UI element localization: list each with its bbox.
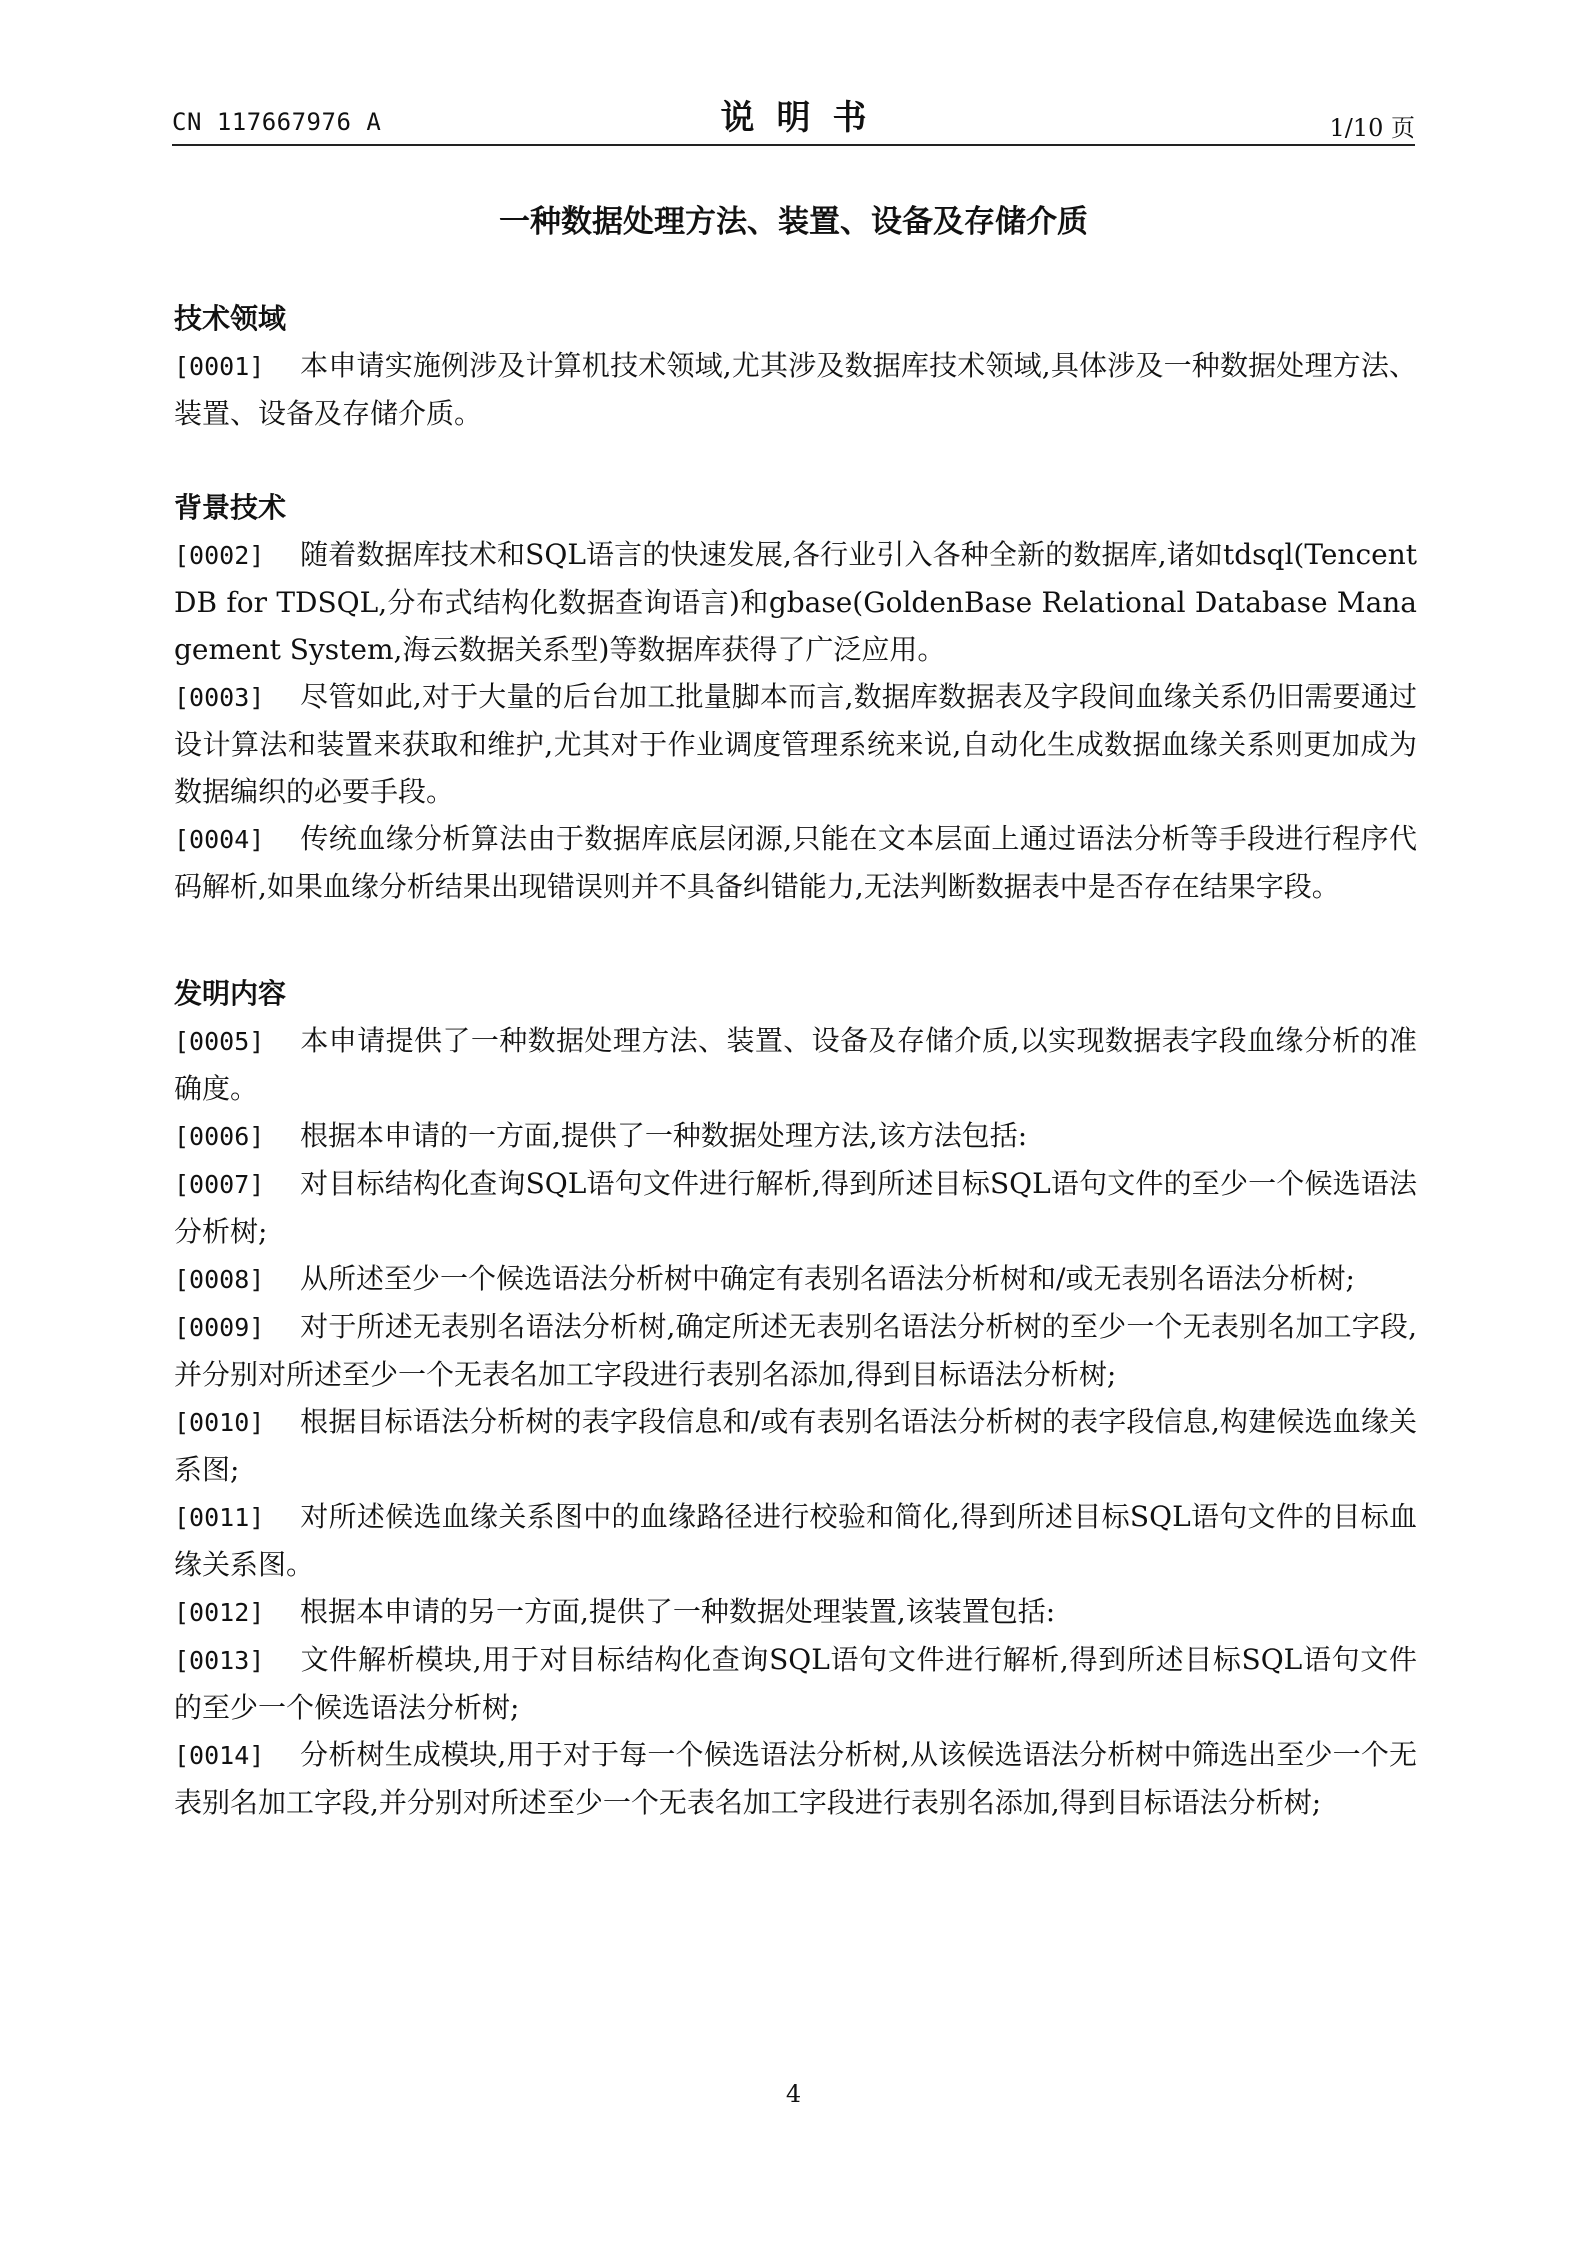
paragraph-number: [0007] (174, 1170, 265, 1199)
paragraph-text: 根据本申请的一方面,提供了一种数据处理方法,该方法包括: (300, 1119, 1028, 1152)
page-number: 4 (785, 2080, 802, 2108)
paragraph (174, 815, 1417, 910)
section-heading: 发明内容 (174, 977, 287, 1010)
paragraph-number: [0002] (174, 541, 265, 570)
paragraph-text: 本申请实施例涉及计算机技术领域,尤其涉及数据库技术领域,具体涉及一种数据处理方法、装置、设备及存储介质。 (174, 349, 1417, 430)
paragraph (174, 342, 1417, 437)
paragraph (174, 1303, 1417, 1398)
paragraph-text: 传统血缘分析算法由于数据库底层闭源,只能在文本层面上通过语法分析等手段进行程序代码解析,如果血缘分析结果出现错误则并不具备纠错能力,无法判断数据表中是否存在结果字段。 (174, 822, 1417, 903)
paragraph (174, 1636, 1417, 1731)
paragraph (174, 1160, 1417, 1255)
publication-number: CN 117667976 A (172, 108, 382, 136)
paragraph (174, 1398, 1417, 1493)
paragraph-number: [0011] (174, 1503, 265, 1532)
paragraph (174, 673, 1417, 815)
paragraph (174, 1493, 1417, 1588)
paragraph (174, 1588, 1417, 1636)
paragraph (174, 1731, 1417, 1826)
document-title: 一种数据处理方法、装置、设备及存储介质 (499, 204, 1088, 240)
paragraph-number: [0005] (174, 1027, 265, 1056)
paragraph-number: [0003] (174, 683, 265, 712)
paragraph-text: 尽管如此,对于大量的后台加工批量脚本而言,数据库数据表及字段间血缘关系仍旧需要通过设计算法和装置来获取和维护,尤其对于作业调度管理系统来说,自动化生成数据血缘关系则更加成为数据编织的必要手段。 (174, 680, 1417, 808)
document-type: 说明书 (720, 98, 889, 138)
paragraph (174, 531, 1417, 673)
paragraph-number: [0012] (174, 1598, 265, 1627)
section-heading: 背景技术 (174, 491, 287, 524)
paragraph (174, 1017, 1417, 1112)
page-label: 1/10 页 (1329, 114, 1415, 142)
section-summary (174, 970, 1417, 1826)
paragraph-number: [0001] (174, 352, 265, 381)
paragraph-number: [0004] (174, 825, 265, 854)
paragraph-number: [0009] (174, 1313, 265, 1342)
section-technical-field (174, 295, 1417, 437)
paragraph-text: 从所述至少一个候选语法分析树中确定有表别名语法分析树和/或无表别名语法分析树; (300, 1262, 1355, 1295)
paragraph-number: [0008] (174, 1265, 265, 1294)
paragraph (174, 1255, 1417, 1303)
paragraph-number: [0010] (174, 1408, 265, 1437)
paragraph-text: 对所述候选血缘关系图中的血缘路径进行校验和简化,得到所述目标SQL语句文件的目标血缘关系图。 (174, 1500, 1417, 1581)
section-background (174, 484, 1417, 910)
header-divider (172, 144, 1415, 146)
paragraph-text: 对目标结构化查询SQL语句文件进行解析,得到所述目标SQL语句文件的至少一个候选语法分析树; (174, 1167, 1417, 1248)
paragraph-text: 本申请提供了一种数据处理方法、装置、设备及存储介质,以实现数据表字段血缘分析的准确度。 (174, 1024, 1417, 1105)
paragraph-number: [0013] (174, 1646, 265, 1675)
paragraph-text: 随着数据库技术和SQL语言的快速发展,各行业引入各种全新的数据库,诸如tdsql(TencentDB for TDSQL,分布式结构化数据查询语言)和gbase(GoldenBase Relational Database Management System,海云数据关系型)等数据库获得了广泛应用。 (174, 538, 1417, 666)
section-gap (174, 437, 1417, 484)
section-gap (174, 910, 1417, 970)
document-body (174, 295, 1417, 1826)
paragraph-text: 分析树生成模块,用于对于每一个候选语法分析树,从该候选语法分析树中筛选出至少一个无表别名加工字段,并分别对所述至少一个无表名加工字段进行表别名添加,得到目标语法分析树; (174, 1738, 1417, 1819)
section-heading: 技术领域 (174, 302, 287, 335)
paragraph-text: 文件解析模块,用于对目标结构化查询SQL语句文件进行解析,得到所述目标SQL语句文件的至少一个候选语法分析树; (174, 1643, 1417, 1724)
paragraph-text: 对于所述无表别名语法分析树,确定所述无表别名语法分析树的至少一个无表别名加工字段,并分别对所述至少一个无表名加工字段进行表别名添加,得到目标语法分析树; (174, 1310, 1417, 1391)
paragraph-text: 根据目标语法分析树的表字段信息和/或有表别名语法分析树的表字段信息,构建候选血缘关系图; (174, 1405, 1417, 1486)
paragraph-text: 根据本申请的另一方面,提供了一种数据处理装置,该装置包括: (300, 1595, 1056, 1628)
paragraph-number: [0014] (174, 1741, 265, 1770)
paragraph-number: [0006] (174, 1122, 265, 1151)
paragraph (174, 1112, 1417, 1160)
